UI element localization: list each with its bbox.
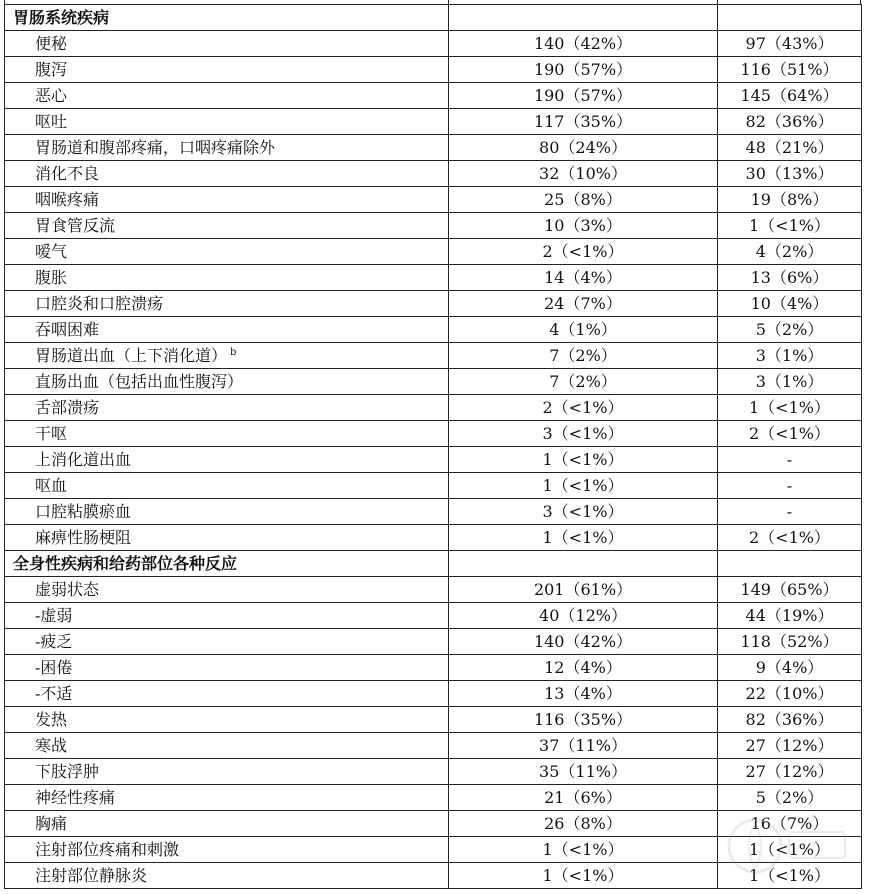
event-name: 呕血	[35, 476, 68, 495]
event-name-cell	[5, 239, 449, 265]
group-a-value: 201（61%）	[449, 577, 718, 603]
group-b-value: 116（51%）	[718, 57, 862, 83]
footnote-marker: b	[230, 347, 237, 358]
group-b-value: -	[718, 447, 862, 473]
event-name-cell	[5, 187, 449, 213]
event-name: 胃肠道出血（上下消化道）	[35, 346, 228, 365]
section-title: 全身性疾病和给药部位各种反应	[5, 551, 449, 577]
group-a-value: 1（<1%）	[449, 473, 718, 499]
event-name: -不适	[35, 684, 73, 703]
group-b-value: 27（12%）	[718, 733, 862, 759]
group-a-value: 4（1%）	[449, 317, 718, 343]
event-name-cell	[5, 265, 449, 291]
event-name: 呕吐	[35, 112, 68, 131]
event-name: 下肢浮肿	[35, 762, 100, 781]
group-a-value: 190（57%）	[449, 83, 718, 109]
group-a-value: 12（4%）	[449, 655, 718, 681]
event-name: -疲乏	[35, 632, 73, 651]
group-a-value: 140（42%）	[449, 629, 718, 655]
event-name: 舌部溃疡	[35, 398, 100, 417]
table-row	[5, 525, 862, 551]
group-a-value: 7（2%）	[449, 343, 718, 369]
group-a-value: 1（<1%）	[449, 863, 718, 889]
event-name-cell	[5, 421, 449, 447]
table-row	[5, 811, 862, 837]
group-b-value: 1（<1%）	[718, 213, 862, 239]
group-b-value: 3（1%）	[718, 343, 862, 369]
group-b-value: 22（10%）	[718, 681, 862, 707]
adverse-events-table	[4, 4, 862, 889]
event-name-cell	[5, 291, 449, 317]
group-b-value: 82（36%）	[718, 707, 862, 733]
group-b-value: -	[718, 473, 862, 499]
event-name: 胃食管反流	[35, 216, 116, 235]
event-name-cell	[5, 447, 449, 473]
table-row	[5, 213, 862, 239]
event-name-cell	[5, 473, 449, 499]
event-name: 直肠出血（包括出血性腹泻）	[35, 372, 244, 391]
table-row	[5, 785, 862, 811]
event-name-cell	[5, 83, 449, 109]
group-b-value: 118（52%）	[718, 629, 862, 655]
event-name: 腹泻	[35, 60, 68, 79]
table-row	[5, 577, 862, 603]
empty-cell	[449, 551, 718, 577]
event-name: 寒战	[35, 736, 68, 755]
group-b-value: 27（12%）	[718, 759, 862, 785]
table-row	[5, 343, 862, 369]
group-b-value: 44（19%）	[718, 603, 862, 629]
event-name: -困倦	[35, 658, 73, 677]
event-name-cell	[5, 707, 449, 733]
group-a-value: 3（<1%）	[449, 421, 718, 447]
event-name: 胃肠道和腹部疼痛，口咽疼痛除外	[35, 138, 276, 157]
event-name: 虚弱状态	[35, 580, 100, 599]
group-b-value: 5（2%）	[718, 317, 862, 343]
table-row	[5, 707, 862, 733]
event-name: 发热	[35, 710, 68, 729]
empty-cell	[718, 551, 862, 577]
table-row	[5, 109, 862, 135]
event-name-cell	[5, 499, 449, 525]
event-name: 便秘	[35, 34, 68, 53]
group-a-value: 40（12%）	[449, 603, 718, 629]
group-b-value: 3（1%）	[718, 369, 862, 395]
section-title: 胃肠系统疾病	[5, 5, 449, 31]
group-a-value: 13（4%）	[449, 681, 718, 707]
table-row	[5, 31, 862, 57]
table-row	[5, 655, 862, 681]
group-a-value: 140（42%）	[449, 31, 718, 57]
group-a-value: 2（<1%）	[449, 239, 718, 265]
group-a-value: 3（<1%）	[449, 499, 718, 525]
table-row	[5, 369, 862, 395]
table-row	[5, 473, 862, 499]
group-a-value: 190（57%）	[449, 57, 718, 83]
empty-cell	[449, 5, 718, 31]
group-a-value: 32（10%）	[449, 161, 718, 187]
empty-cell	[718, 5, 862, 31]
event-name-cell	[5, 863, 449, 889]
table-row	[5, 265, 862, 291]
table-row	[5, 291, 862, 317]
group-b-value: 4（2%）	[718, 239, 862, 265]
event-name: 口腔炎和口腔溃疡	[35, 294, 164, 313]
table-row	[5, 239, 862, 265]
event-name-cell	[5, 759, 449, 785]
event-name: 消化不良	[35, 164, 100, 183]
event-name-cell	[5, 213, 449, 239]
table-row	[5, 395, 862, 421]
event-name-cell	[5, 369, 449, 395]
group-a-value: 1（<1%）	[449, 447, 718, 473]
table-row	[5, 187, 862, 213]
group-b-value: 13（6%）	[718, 265, 862, 291]
event-name-cell	[5, 837, 449, 863]
group-b-value: 82（36%）	[718, 109, 862, 135]
event-name-cell	[5, 733, 449, 759]
table-row	[5, 447, 862, 473]
group-b-value: 48（21%）	[718, 135, 862, 161]
event-name-cell	[5, 785, 449, 811]
group-a-value: 14（4%）	[449, 265, 718, 291]
event-name-cell	[5, 525, 449, 551]
event-name: 咽喉疼痛	[35, 190, 100, 209]
table-row	[5, 681, 862, 707]
event-name-cell	[5, 603, 449, 629]
group-b-value: 1（<1%）	[718, 395, 862, 421]
table-row	[5, 421, 862, 447]
group-b-value: 149（65%）	[718, 577, 862, 603]
group-b-value: -	[718, 499, 862, 525]
group-b-value: 2（<1%）	[718, 525, 862, 551]
event-name-cell	[5, 135, 449, 161]
event-name: 腹胀	[35, 268, 68, 287]
group-b-value: 97（43%）	[718, 31, 862, 57]
event-name-cell	[5, 161, 449, 187]
group-b-value: 30（13%）	[718, 161, 862, 187]
group-a-value: 2（<1%）	[449, 395, 718, 421]
event-name-cell	[5, 31, 449, 57]
event-name: 嗳气	[35, 242, 68, 261]
group-a-value: 24（7%）	[449, 291, 718, 317]
event-name-cell	[5, 109, 449, 135]
event-name: 吞咽困难	[35, 320, 100, 339]
group-a-value: 35（11%）	[449, 759, 718, 785]
event-name: 胸痛	[35, 814, 68, 833]
table-row	[5, 603, 862, 629]
group-a-value: 117（35%）	[449, 109, 718, 135]
table-row	[5, 759, 862, 785]
event-name-cell	[5, 655, 449, 681]
event-name: 神经性疼痛	[35, 788, 116, 807]
group-a-value: 26（8%）	[449, 811, 718, 837]
table-row	[5, 863, 862, 889]
table-row	[5, 499, 862, 525]
group-b-value: 145（64%）	[718, 83, 862, 109]
event-name: 干呕	[35, 424, 68, 443]
event-name-cell	[5, 577, 449, 603]
group-a-value: 1（<1%）	[449, 525, 718, 551]
group-b-value: 19（8%）	[718, 187, 862, 213]
event-name: 恶心	[35, 86, 68, 105]
event-name: 注射部位静脉炎	[35, 866, 148, 885]
table-row	[5, 317, 862, 343]
group-a-value: 116（35%）	[449, 707, 718, 733]
table-row	[5, 57, 862, 83]
event-name-cell	[5, 811, 449, 837]
group-b-value: 5（2%）	[718, 785, 862, 811]
group-b-value: 10（4%）	[718, 291, 862, 317]
event-name-cell	[5, 681, 449, 707]
group-a-value: 10（3%）	[449, 213, 718, 239]
table-row	[5, 837, 862, 863]
event-name-cell	[5, 317, 449, 343]
table-row	[5, 733, 862, 759]
event-name-cell	[5, 343, 449, 369]
group-b-value: 2（<1%）	[718, 421, 862, 447]
group-b-value: 16（7%）	[718, 811, 862, 837]
group-b-value: 1（<1%）	[718, 837, 862, 863]
group-b-value: 9（4%）	[718, 655, 862, 681]
table-row	[5, 161, 862, 187]
event-name-cell	[5, 395, 449, 421]
group-a-value: 7（2%）	[449, 369, 718, 395]
table-row	[5, 135, 862, 161]
event-name-cell	[5, 629, 449, 655]
group-a-value: 1（<1%）	[449, 837, 718, 863]
event-name: -虚弱	[35, 606, 73, 625]
event-name: 麻痹性肠梗阻	[35, 528, 132, 547]
group-a-value: 25（8%）	[449, 187, 718, 213]
group-a-value: 21（6%）	[449, 785, 718, 811]
section-header-row	[5, 551, 862, 577]
event-name: 口腔粘膜瘀血	[35, 502, 132, 521]
table-row	[5, 83, 862, 109]
group-b-value: 1（<1%）	[718, 863, 862, 889]
table-body	[5, 5, 862, 889]
group-a-value: 80（24%）	[449, 135, 718, 161]
event-name: 上消化道出血	[35, 450, 132, 469]
table-row	[5, 629, 862, 655]
section-header-row	[5, 5, 862, 31]
group-a-value: 37（11%）	[449, 733, 718, 759]
event-name: 注射部位疼痛和刺激	[35, 840, 180, 859]
event-name-cell	[5, 57, 449, 83]
